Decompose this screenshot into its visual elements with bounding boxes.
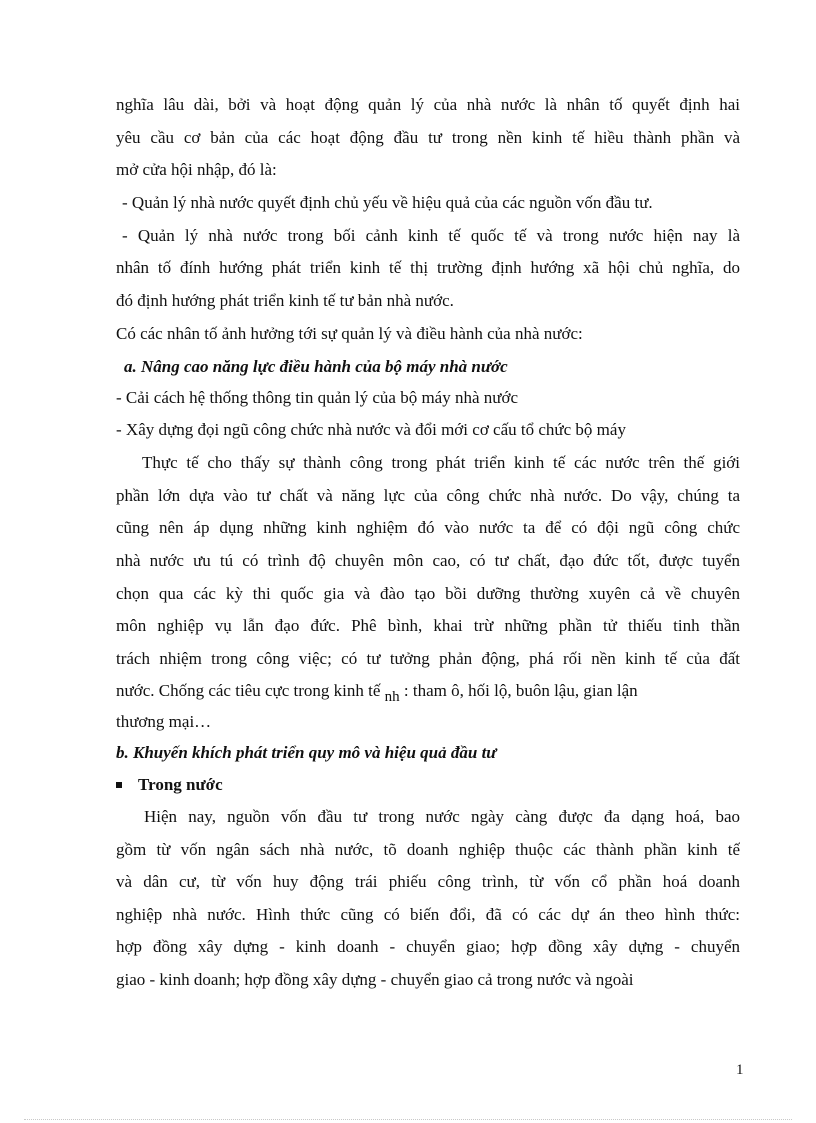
paragraph-line: Hiện nay, nguồn vốn đầu tư trong nước ngày càng được đa dạng hoá, bao xyxy=(144,807,740,826)
list-item: - Quản lý nhà nước trong bối cảnh kinh tế quốc tế và trong nước hiện nay là xyxy=(122,226,740,245)
page-divider xyxy=(24,1119,792,1120)
paragraph-line: và dân cư, từ vốn huy động trái phiếu công trình, từ vốn cổ phần hoá doanh xyxy=(116,872,740,891)
section-heading-a: a. Nâng cao năng lực điều hành của bộ máy nhà nước xyxy=(124,357,508,376)
subscript-text: nh xyxy=(384,689,400,703)
paragraph-line: mở cửa hội nhập, đó là: xyxy=(116,160,277,179)
paragraph-line: nhân tố đính hướng phát triển kinh tế thị trường định hướng xã hội chủ nghĩa, do xyxy=(116,258,740,277)
paragraph-line: Thực tế cho thấy sự thành công trong phát triển kinh tế các nước trên thế giới xyxy=(142,453,740,472)
paragraph-line: đó định hướng phát triển kinh tế tư bản nhà nước. xyxy=(116,291,454,310)
paragraph-line: chọn qua các kỳ thi quốc gia và đào tạo bồi dưỡng thường xuyên cả về chuyên xyxy=(116,584,740,603)
page-number: 1 xyxy=(736,1062,744,1078)
paragraph-line: nghiệp nhà nước. Hình thức cũng có biến đổi, đã có các dự án theo hình thức: xyxy=(116,905,740,924)
list-item: - Xây dựng đọi ngũ công chức nhà nước và đổi mới cơ cấu tổ chức bộ máy xyxy=(116,420,626,439)
paragraph-line: trách nhiệm trong công việc; có tư tưởng phản động, phá rối nền kinh tế của đất xyxy=(116,649,740,668)
subsection-heading xyxy=(116,774,740,796)
paragraph-line: Có các nhân tố ảnh hưởng tới sự quản lý và điều hành của nhà nước: xyxy=(116,324,583,343)
paragraph-line: cũng nên áp dụng những kinh nghiệm đó vào nước ta để có đội ngũ công chức xyxy=(116,518,740,537)
list-item: - Quản lý nhà nước quyết định chủ yếu về hiệu quả của các nguồn vốn đầu tư. xyxy=(122,193,653,212)
paragraph-line: hợp đồng xây dựng - kinh doanh - chuyển giao; hợp đồng xây dựng - chuyển xyxy=(116,937,740,956)
paragraph-line: nhà nước ưu tú có trình độ chuyên môn cao, có tư chất, đạo đức tốt, được tuyển xyxy=(116,551,740,570)
subsection-heading-text: Trong nước xyxy=(138,775,223,794)
paragraph-line: giao - kinh doanh; hợp đồng xây dựng - chuyển giao cả trong nước và ngoài xyxy=(116,970,634,989)
paragraph-line: môn nghiệp vụ lẫn đạo đức. Phê bình, khai trừ những phần tử thiếu tinh thần xyxy=(116,616,740,635)
paragraph-line: yêu cầu cơ bản của các hoạt động đầu tư trong nền kinh tế hiều thành phần và xyxy=(116,128,740,147)
paragraph-line: thương mại… xyxy=(116,712,212,731)
paragraph-line: phần lớn dựa vào tư chất và năng lực của công chức nhà nước. Do vậy, chúng ta xyxy=(116,486,740,505)
paragraph-text: : tham ô, hối lộ, buôn lậu, gian lận xyxy=(403,681,638,700)
square-bullet-icon xyxy=(116,782,122,788)
section-heading-b: b. Khuyến khích phát triển quy mô và hiệu quả đầu tư xyxy=(116,743,497,762)
paragraph-line: nghĩa lâu dài, bởi và hoạt động quản lý của nhà nước là nhân tố quyết định hai xyxy=(116,95,740,114)
list-item: - Cải cách hệ thống thông tin quản lý của bộ máy nhà nước xyxy=(116,388,519,407)
paragraph-line xyxy=(116,680,740,703)
paragraph-line: gồm từ vốn ngân sách nhà nước, tõ doanh nghiệp thuộc các thành phần kinh tế xyxy=(116,840,740,859)
paragraph-text: nước. Chống các tiêu cực trong kinh tế xyxy=(116,681,381,700)
